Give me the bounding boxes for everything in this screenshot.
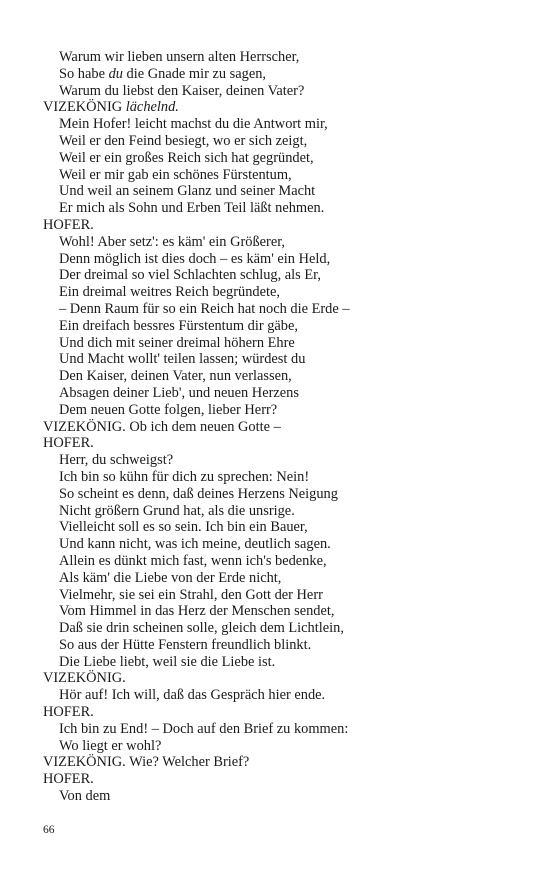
verse-line bbox=[43, 570, 523, 587]
line-text: Als käm' die Liebe von der Erde nicht, bbox=[59, 569, 282, 586]
verse-line bbox=[43, 116, 523, 133]
line-text: HOFER. bbox=[43, 216, 94, 233]
italic-text: du bbox=[108, 65, 123, 82]
speaker-line bbox=[43, 99, 523, 116]
verse-line bbox=[43, 620, 523, 637]
line-text: Ein dreifach bessres Fürstentum dir gäbe, bbox=[59, 317, 298, 334]
line-text: Und kann nicht, was ich meine, deutlich sagen. bbox=[59, 536, 331, 553]
page-number: 66 bbox=[43, 824, 55, 836]
line-text: HOFER. bbox=[43, 771, 94, 788]
verse-line bbox=[43, 351, 523, 368]
verse-line bbox=[43, 654, 523, 671]
line-text: Mein Hofer! leicht machst du die Antwort mir, bbox=[59, 116, 328, 133]
verse-line bbox=[43, 553, 523, 570]
speaker-line bbox=[43, 754, 523, 771]
speaker-line bbox=[43, 217, 523, 234]
verse-line bbox=[43, 788, 523, 805]
line-text: Hör auf! Ich will, daß das Gespräch hier ende. bbox=[59, 687, 326, 704]
line-text: Vielmehr, sie sei ein Strahl, den Gott der Herr bbox=[59, 586, 323, 603]
line-text: Und Macht wollt' teilen lassen; würdest du bbox=[59, 351, 306, 368]
line-text: Den Kaiser, deinen Vater, nun verlassen, bbox=[59, 368, 292, 385]
line-text: Nicht größern Grund hat, als die unsrige. bbox=[59, 502, 295, 519]
verse-line bbox=[43, 721, 523, 738]
line-text: Denn möglich ist dies doch – es käm' ein Held, bbox=[59, 250, 331, 267]
line-text: VIZEKÖNIG bbox=[43, 99, 126, 116]
speaker-line bbox=[43, 670, 523, 687]
line-text: Und weil an seinem Glanz und seiner Macht bbox=[59, 183, 316, 200]
verse-line bbox=[43, 402, 523, 419]
line-text: Weil er mir gab ein schönes Fürstentum, bbox=[59, 166, 292, 183]
line-text: Vielleicht soll es so sein. Ich bin ein Bauer, bbox=[59, 519, 308, 536]
verse-line bbox=[43, 603, 523, 620]
line-text: Weil er ein großes Reich sich hat gegründet, bbox=[59, 149, 314, 166]
line-text: Wohl! Aber setz': es käm' ein Größerer, bbox=[59, 233, 286, 250]
verse-line bbox=[43, 452, 523, 469]
verse-line bbox=[43, 49, 523, 66]
verse-line bbox=[43, 284, 523, 301]
verse-line bbox=[43, 83, 523, 100]
speaker-line bbox=[43, 771, 523, 788]
verse-line bbox=[43, 301, 523, 318]
italic-text: lächelnd. bbox=[125, 99, 179, 116]
line-text: Absagen deiner Lieb', und neuen Herzens bbox=[59, 384, 299, 401]
line-text: HOFER. bbox=[43, 704, 94, 721]
line-text: Weil er den Feind besiegt, wo er sich zeigt, bbox=[59, 132, 308, 149]
line-text: Herr, du schweigst? bbox=[59, 452, 174, 469]
speaker-line bbox=[43, 419, 523, 436]
verse-line bbox=[43, 167, 523, 184]
line-text: Wo liegt er wohl? bbox=[59, 737, 162, 754]
verse-line bbox=[43, 200, 523, 217]
line-text: So scheint es denn, daß deines Herzens Neigung bbox=[59, 485, 338, 502]
line-text: Allein es dünkt mich fast, wenn ich's bedenke, bbox=[59, 552, 327, 569]
line-text: Der dreimal so viel Schlachten schlug, als Er, bbox=[59, 267, 321, 284]
verse-line bbox=[43, 133, 523, 150]
line-text: Warum wir lieben unsern alten Herrscher, bbox=[59, 49, 300, 65]
line-text: – Denn Raum für so ein Reich hat noch die Erde – bbox=[59, 300, 350, 317]
line-text: Von dem bbox=[59, 788, 111, 805]
line-text: Ich bin so kühn für dich zu sprechen: Nein! bbox=[59, 468, 310, 485]
verse-line bbox=[43, 519, 523, 536]
verse-line bbox=[43, 183, 523, 200]
line-text: Daß sie drin scheinen solle, gleich dem Lichtlein, bbox=[59, 620, 344, 637]
verse-line bbox=[43, 335, 523, 352]
line-text: Vom Himmel in das Herz der Menschen sendet, bbox=[59, 603, 335, 620]
verse-line bbox=[43, 150, 523, 167]
verse-line bbox=[43, 318, 523, 335]
line-text: VIZEKÖNIG. bbox=[43, 670, 126, 687]
line-text: So aus der Hütte Fenstern freundlich blinkt. bbox=[59, 636, 312, 653]
speaker-line bbox=[43, 435, 523, 452]
line-text: VIZEKÖNIG. Wie? Welcher Brief? bbox=[43, 754, 250, 771]
line-text: Und dich mit seiner dreimal höhern Ehre bbox=[59, 334, 295, 351]
verse-line bbox=[43, 486, 523, 503]
line-text: HOFER. bbox=[43, 435, 94, 452]
verse-line bbox=[43, 66, 523, 83]
verse-line bbox=[43, 587, 523, 604]
line-text: Er mich als Sohn und Erben Teil läßt nehmen. bbox=[59, 200, 325, 217]
line-text: Warum du liebst den Kaiser, deinen Vater? bbox=[59, 82, 305, 99]
line-text: Dem neuen Gotte folgen, lieber Herr? bbox=[59, 401, 278, 418]
line-text: VIZEKÖNIG. Ob ich dem neuen Gotte – bbox=[43, 418, 281, 435]
verse-line bbox=[43, 469, 523, 486]
verse-line bbox=[43, 687, 523, 704]
verse-line bbox=[43, 738, 523, 755]
verse-line bbox=[43, 234, 523, 251]
line-text: die Gnade mir zu sagen, bbox=[122, 65, 267, 82]
page-text-body bbox=[43, 49, 523, 805]
verse-line bbox=[43, 637, 523, 654]
line-text: Ein dreimal weitres Reich begründete, bbox=[59, 284, 280, 301]
verse-line bbox=[43, 267, 523, 284]
verse-line bbox=[43, 503, 523, 520]
verse-line bbox=[43, 385, 523, 402]
verse-line bbox=[43, 251, 523, 268]
line-text: Ich bin zu End! – Doch auf den Brief zu kommen: bbox=[59, 720, 349, 737]
line-text: So habe bbox=[59, 65, 109, 82]
verse-line bbox=[43, 536, 523, 553]
line-text: Die Liebe liebt, weil sie die Liebe ist. bbox=[59, 653, 276, 670]
verse-line bbox=[43, 368, 523, 385]
speaker-line bbox=[43, 704, 523, 721]
